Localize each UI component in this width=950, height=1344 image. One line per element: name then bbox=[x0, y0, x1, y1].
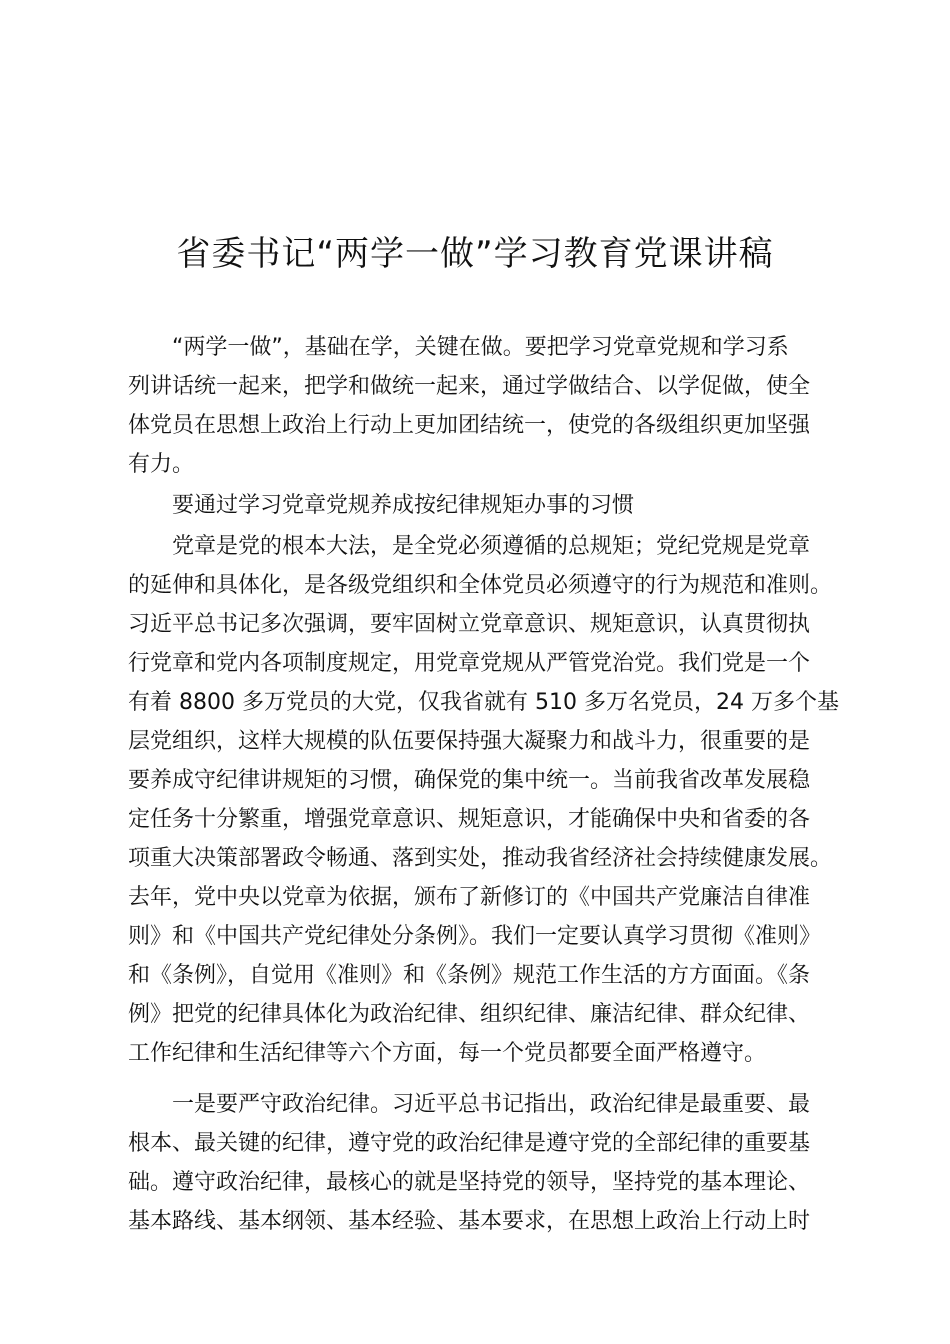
paragraph-line: 例》把党的纪律具体化为政治纪律、组织纪律、廉洁纪律、群众纪律、 bbox=[128, 1002, 811, 1027]
section-heading: 要通过学习党章党规养成按纪律规矩办事的习惯 bbox=[172, 493, 635, 518]
paragraph-line: 的延伸和具体化，是各级党组织和全体党员必须遵守的行为规范和准则。 bbox=[128, 573, 833, 598]
paragraph-line: 则》和《中国共产党纪律处分条例》。我们一定要认真学习贯彻《准则》 bbox=[128, 924, 822, 949]
paragraph-line: 习近平总书记多次强调，要牢固树立党章意识、规矩意识，认真贯彻执 bbox=[128, 612, 811, 637]
paragraph-line: 列讲话统一起来，把学和做统一起来，通过学做结合、以学促做，使全 bbox=[128, 374, 811, 399]
paragraph-line: 一是要严守政治纪律。习近平总书记指出，政治纪律是最重要、最 bbox=[172, 1092, 811, 1117]
paragraph-line: 根本、最关键的纪律，遵守党的政治纪律是遵守党的全部纪律的重要基 bbox=[128, 1131, 811, 1156]
paragraph-line: 础。遵守政治纪律，最核心的就是坚持党的领导，坚持党的基本理论、 bbox=[128, 1170, 811, 1195]
paragraph-line: 定任务十分繁重，增强党章意识、规矩意识，才能确保中央和省委的各 bbox=[128, 807, 811, 832]
paragraph-line: 层党组织，这样大规模的队伍要保持强大凝聚力和战斗力，很重要的是 bbox=[128, 729, 811, 754]
paragraph-line: 和《条例》，自觉用《准则》和《条例》规范工作生活的方方面面。《条 bbox=[128, 963, 811, 988]
paragraph-line: “两学一做”，基础在学，关键在做。要把学习党章党规和学习系 bbox=[172, 335, 789, 360]
document-title: 省委书记“两学一做”学习教育党课讲稿 bbox=[176, 234, 774, 274]
paragraph-line: 有力。 bbox=[128, 452, 195, 477]
paragraph-line: 去年，党中央以党章为依据，颁布了新修订的《中国共产党廉洁自律准 bbox=[128, 885, 811, 910]
paragraph-line: 党章是党的根本大法，是全党必须遵循的总规矩；党纪党规是党章 bbox=[172, 534, 811, 559]
paragraph-line: 行党章和党内各项制度规定，用党章党规从严管党治党。我们党是一个 bbox=[128, 651, 811, 676]
paragraph-line: 基本路线、基本纲领、基本经验、基本要求，在思想上政治上行动上时 bbox=[128, 1209, 811, 1234]
paragraph-line: 要养成守纪律讲规矩的习惯，确保党的集中统一。当前我省改革发展稳 bbox=[128, 768, 811, 793]
paragraph-line: 有着 8800 多万党员的大党，仅我省就有 510 多万名党员，24 万多个基 bbox=[128, 690, 839, 715]
paragraph-line: 工作纪律和生活纪律等六个方面，每一个党员都要全面严格遵守。 bbox=[128, 1041, 767, 1066]
paragraph-line: 项重大决策部署政令畅通、落到实处，推动我省经济社会持续健康发展。 bbox=[128, 846, 833, 871]
paragraph-line: 体党员在思想上政治上行动上更加团结统一，使党的各级组织更加坚强 bbox=[128, 413, 811, 438]
